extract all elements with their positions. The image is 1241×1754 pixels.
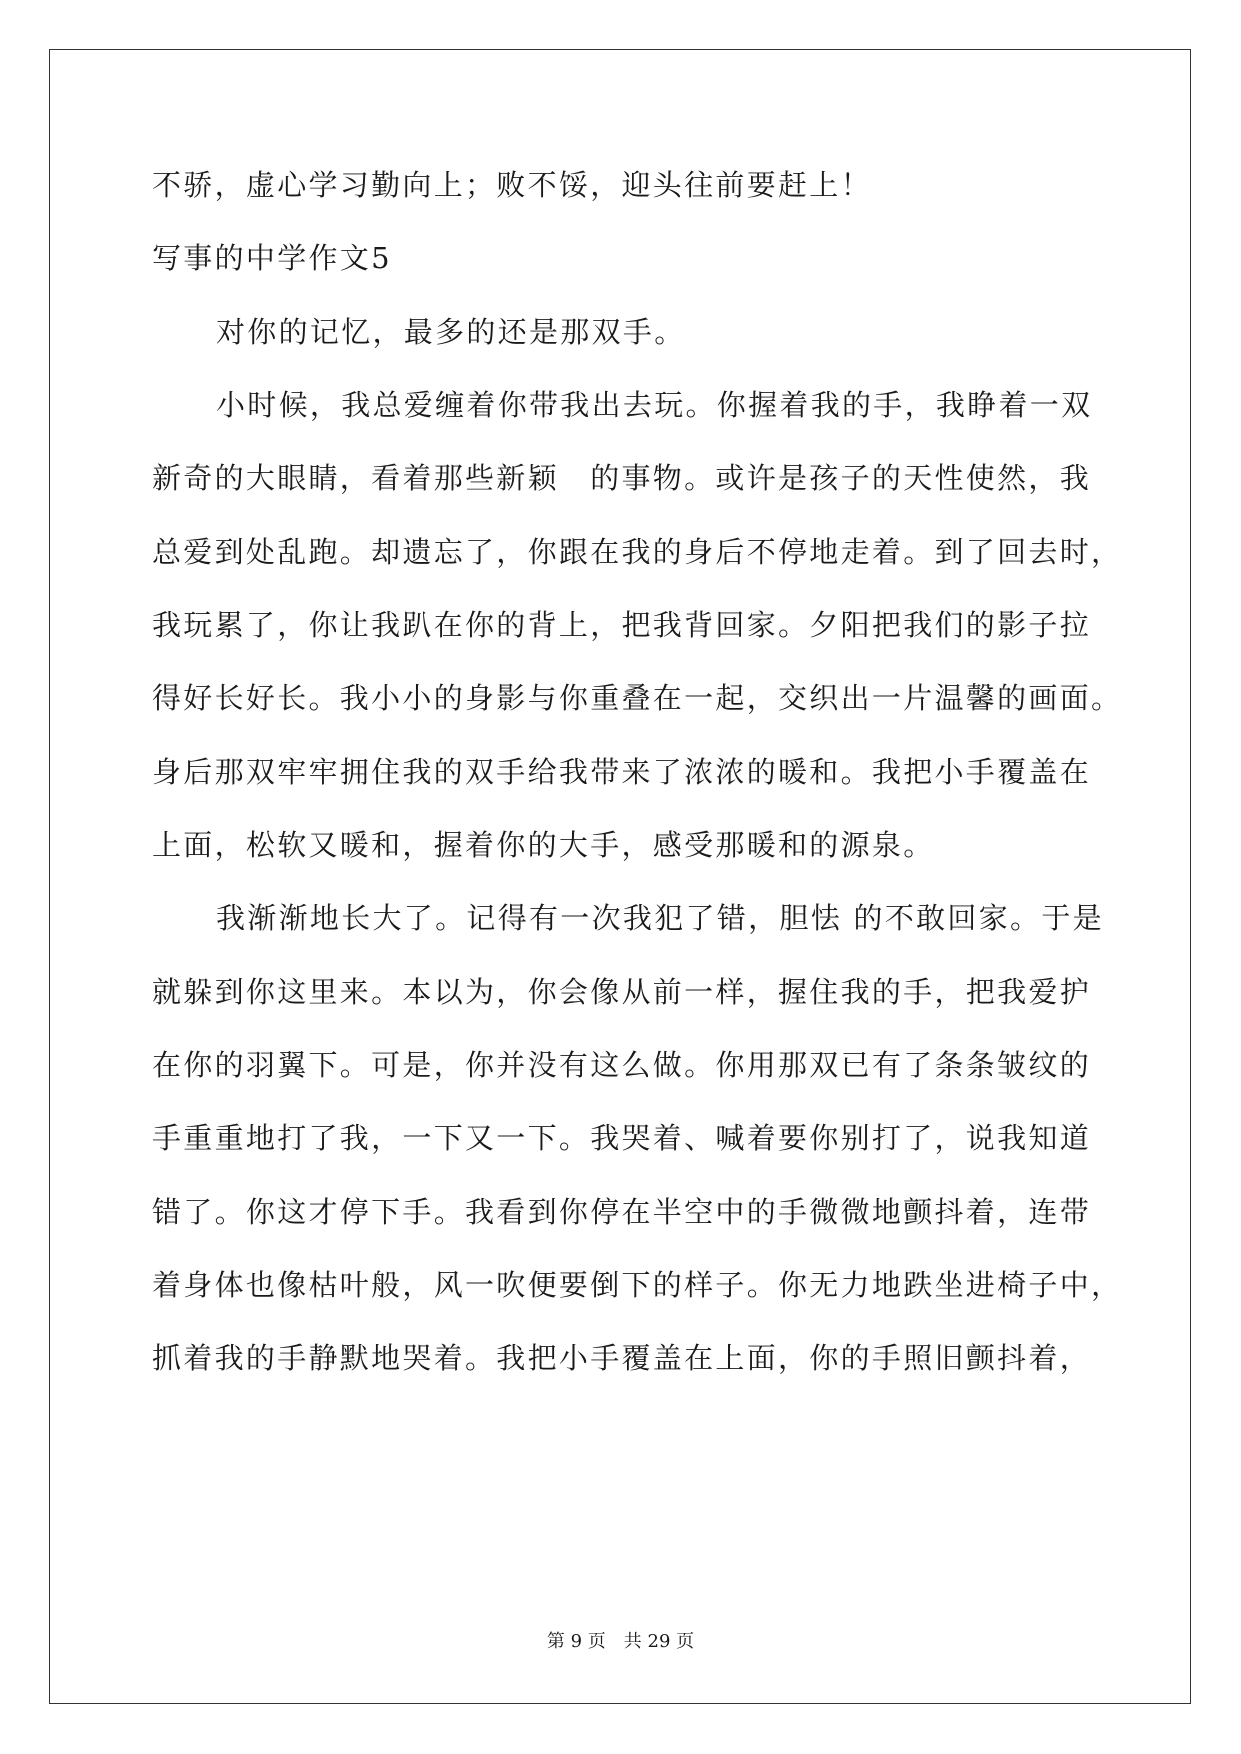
- text-line: 手重重地打了我，一下又一下。我哭着、喊着要你别打了，说我知道: [152, 1121, 1092, 1155]
- text-line: 总爱到处乱跑。却遗忘了，你跟在我的身后不停地走着。到了回去时，: [152, 535, 1123, 569]
- paragraph-start: 小时候，我总爱缠着你带我出去玩。你握着我的手，我睁着一双: [216, 388, 1093, 422]
- paragraph-start: 我渐渐地长大了。记得有一次我犯了错，胆怯 的不敢回家。于是: [216, 901, 1104, 935]
- text-line: 就躲到你这里来。本以为，你会像从前一样，握住我的手，把我爱护: [152, 975, 1092, 1009]
- text-line: 新奇的大眼睛，看着那些新颖 的事物。或许是孩子的天性使然，我: [152, 461, 1092, 495]
- page-number: 第 9 页 共 29 页: [546, 1631, 695, 1652]
- text-line: 得好长好长。我小小的身影与你重叠在一起，交织出一片温馨的画面。: [152, 681, 1123, 715]
- text-line: 身后那双牢牢拥住我的双手给我带来了浓浓的暖和。我把小手覆盖在: [152, 755, 1092, 789]
- essay-title: 写事的中学作文5: [152, 241, 392, 275]
- text-line: 抓着我的手静默地哭着。我把小手覆盖在上面，你的手照旧颤抖着，: [152, 1341, 1092, 1375]
- text-line: 在你的羽翼下。可是，你并没有这么做。你用那双已有了条条皱纹的: [152, 1048, 1092, 1082]
- text-line: 不骄，虚心学习勤向上；败不馁，迎头往前要赶上！: [152, 168, 872, 202]
- text-line: 我玩累了，你让我趴在你的背上，把我背回家。夕阳把我们的影子拉: [152, 608, 1092, 642]
- text-line: 错了。你这才停下手。我看到你停在半空中的手微微地颤抖着，连带: [152, 1195, 1092, 1229]
- text-line: 着身体也像枯叶般，风一吹便要倒下的样子。你无力地跌坐进椅子中，: [152, 1268, 1123, 1302]
- page-border: [49, 49, 1191, 1704]
- paragraph-start: 对你的记忆，最多的还是那双手。: [216, 315, 686, 349]
- text-line: 上面，松软又暖和，握着你的大手，感受那暖和的源泉。: [152, 828, 935, 862]
